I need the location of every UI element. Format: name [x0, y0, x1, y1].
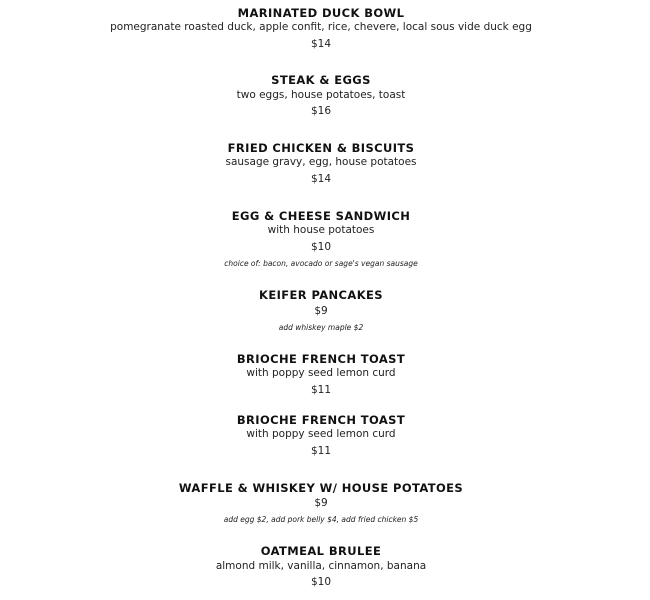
menu-item-name: KEIFER PANCAKES [259, 288, 383, 302]
menu-item-description: sausage gravy, egg, house potatoes [225, 156, 417, 168]
menu-item-name: MARINATED DUCK BOWL [237, 6, 405, 20]
menu-item-note: add egg $2, add pork belly $4, add fried chicken $5 [223, 515, 419, 524]
menu-item-description: with poppy seed lemon curd [246, 367, 396, 379]
menu-item-name: OATMEAL BRULEE [260, 544, 382, 558]
menu-item-description: with house potatoes [267, 224, 375, 236]
menu-item-name: FRIED CHICKEN & BISCUITS [227, 141, 415, 155]
menu-item-name: EGG & CHEESE SANDWICH [231, 209, 411, 223]
menu-item-description: two eggs, house potatoes, toast [236, 89, 406, 101]
menu-item-price: $16 [310, 105, 332, 117]
menu-item-name: STEAK & EGGS [271, 73, 371, 87]
menu-item-description: pomegranate roasted duck, apple confit, rice, chevere, local sous vide duck egg [110, 21, 532, 33]
menu-item-note: add whiskey maple $2 [278, 323, 364, 332]
menu-item-name: BRIOCHE FRENCH TOAST [236, 413, 406, 427]
menu-item-price: $11 [310, 445, 332, 457]
menu-item-price: $11 [310, 384, 332, 396]
menu-item-price: $9 [314, 497, 328, 509]
menu-item-description: almond milk, vanilla, cinnamon, banana [215, 560, 427, 572]
menu-item-description: with poppy seed lemon curd [246, 428, 396, 440]
menu-item-note: choice of: bacon, avocado or sage's vegan sausage [224, 259, 418, 268]
menu-item-name: BRIOCHE FRENCH TOAST [236, 352, 406, 366]
menu-item-price: $9 [314, 305, 328, 317]
menu-item-price: $10 [310, 576, 332, 588]
menu-item-price: $10 [310, 241, 332, 253]
menu-item-price: $14 [310, 38, 332, 50]
menu-item-price: $14 [310, 173, 332, 185]
menu-item-name: WAFFLE & WHISKEY W/ HOUSE POTATOES [178, 481, 464, 495]
